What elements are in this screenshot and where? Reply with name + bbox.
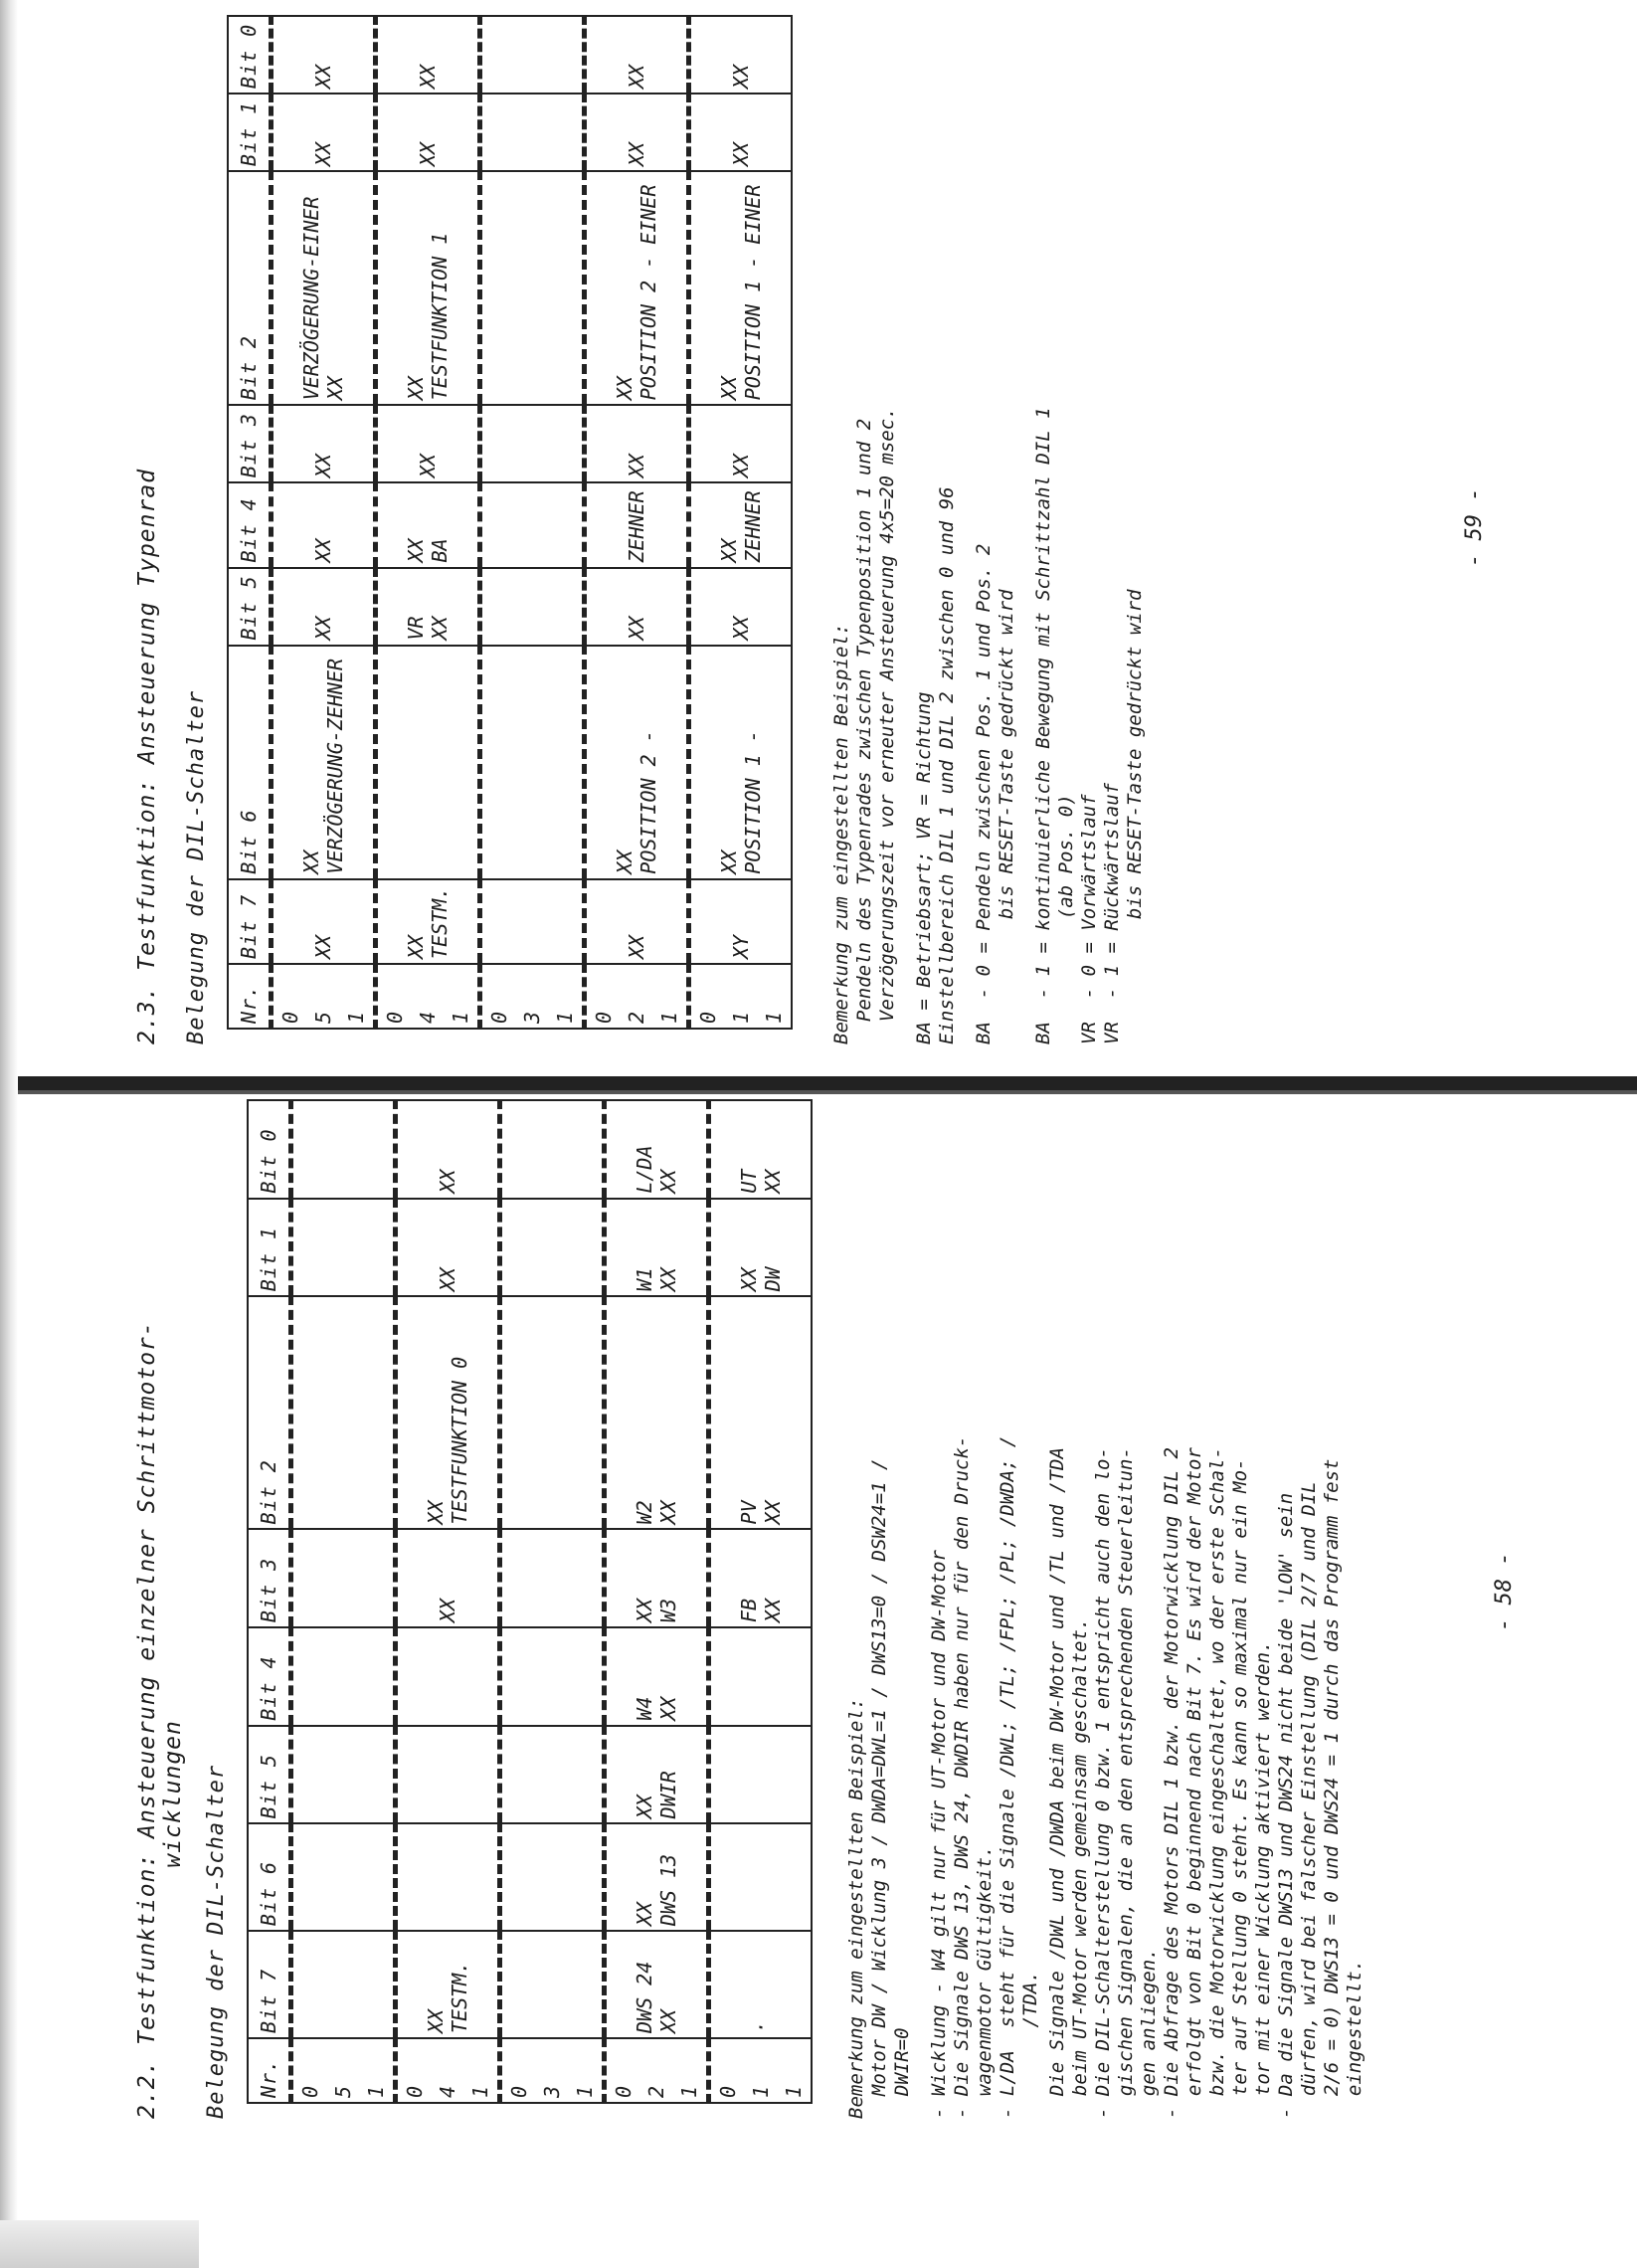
table-cell: XX: [396, 1529, 500, 1627]
table-cell: [480, 94, 585, 171]
table-cell: ZEHNER: [585, 482, 689, 567]
table-cell: VR XX: [376, 568, 480, 646]
table-cell: [480, 171, 585, 405]
table-cell: XX: [689, 16, 793, 94]
table-cell: [396, 1726, 500, 1824]
section-title: 2.3. Testfunktion: Ansteuerung Typenrad: [134, 468, 160, 1044]
table-cell: XX POSITION 2 - EINER: [585, 171, 689, 405]
table-cell: XX ZEHNER: [689, 482, 793, 567]
table-cell: W4 XX: [605, 1627, 709, 1726]
table-cell: XX DWIR: [605, 1726, 709, 1824]
table-cell: [291, 1296, 396, 1529]
table-cell: [500, 1627, 605, 1726]
table-row: [585, 16, 689, 1029]
table-row: [689, 16, 793, 1029]
column-header: Bit 4: [228, 482, 272, 567]
table-cell: L/DA XX: [605, 1100, 709, 1199]
column-header: Bit 6: [248, 1823, 291, 1931]
table-cell: XX: [272, 568, 376, 646]
table-row: [500, 1100, 605, 2103]
table-cell: XX VERZÖGERUNG-ZEHNER: [272, 646, 376, 879]
table-cell: [480, 16, 585, 94]
table-cell: [500, 1100, 605, 1199]
table-cell: XX DWS 13: [605, 1823, 709, 1931]
table-cell: XX: [396, 1199, 500, 1297]
table-cell: ·: [709, 1931, 813, 2038]
table-cell: [500, 1529, 605, 1627]
row-number: 0 2 1: [605, 2038, 709, 2103]
table-cell: XX BA: [376, 482, 480, 567]
note-paragraph: Bemerkung zum eingestellten Beispiel: Pendeln des Typenrades zwischen Typenposition 1 und 2 Verzögerungszeit vor erneuter Ansteuerung 4x5=20 msec.: [830, 407, 898, 1044]
table-cell: XX TESTFUNKTION 0: [396, 1296, 500, 1529]
column-header: Bit 1: [248, 1199, 291, 1297]
table-cell: [291, 1199, 396, 1297]
table-cell: XX: [376, 94, 480, 171]
table-cell: [709, 1627, 813, 1726]
column-header: Bit 5: [228, 568, 272, 646]
table-cell: [500, 1931, 605, 2038]
table-cell: XX: [272, 94, 376, 171]
dil-switch-table: [227, 15, 793, 1030]
table-cell: XX W3: [605, 1529, 709, 1627]
table-cell: XX: [689, 94, 793, 171]
table-cell: [396, 1627, 500, 1726]
row-number: 0 1 1: [689, 964, 793, 1029]
table-cell: [291, 1726, 396, 1824]
table-cell: [480, 879, 585, 964]
notes-block: [845, 1114, 1370, 2119]
table-cell: [376, 646, 480, 879]
table-cell: DWS 24 XX: [605, 1931, 709, 2038]
table-cell: [709, 1823, 813, 1931]
note-paragraph: BA - 1 = kontinuierliche Bewegung mit Schrittzahl DIL 1 (ab Pos. 0) VR - 0 = Vorwärtslauf VR - 1 = Rückwärtslauf bis RESET-Taste gedrückt wird: [1032, 407, 1146, 1044]
table-cell: XX TESTM.: [376, 879, 480, 964]
section-title: 2.2. Testfunktion: Ansteuerung einzelner Schrittmotor- wicklungen: [134, 1321, 186, 2119]
page-number: - 58 -: [1492, 1552, 1517, 1631]
table-cell: [480, 568, 585, 646]
table-cell: XX: [272, 405, 376, 482]
section-subtitle: Belegung der DIL-Schalter: [184, 689, 209, 1044]
section-subtitle: Belegung der DIL-Schalter: [204, 1764, 229, 2119]
table-cell: [291, 1529, 396, 1627]
table-cell: XX TESTM.: [396, 1931, 500, 2038]
table-cell: XX: [585, 405, 689, 482]
column-header: Bit 0: [248, 1100, 291, 1199]
table-cell: XX: [396, 1100, 500, 1199]
table-cell: XX: [585, 94, 689, 171]
row-number: 0 5 1: [291, 2038, 396, 2103]
column-header: Bit 7: [228, 879, 272, 964]
table-cell: XX: [585, 568, 689, 646]
table-cell: UT XX: [709, 1100, 813, 1199]
table-cell: XX: [272, 16, 376, 94]
table-cell: [500, 1823, 605, 1931]
table-cell: XX: [689, 568, 793, 646]
dil-switch-table: [247, 1099, 813, 2104]
note-paragraph: Bemerkung zum eingestellten Beispiel: Motor DW / Wicklung 3 / DWDA=DWL=1 / DWS13=0 / DSW24=1 / DWIR=0: [845, 1458, 913, 2119]
column-header: Bit 7: [248, 1931, 291, 2038]
page-58: [0, 1094, 1637, 2268]
column-header: Bit 5: [248, 1726, 291, 1824]
table-cell: XX POSITION 1 -: [689, 646, 793, 879]
table-row: [376, 16, 480, 1029]
row-number: 0 1 1: [709, 2038, 813, 2103]
table-row: [291, 1100, 396, 2103]
column-header: Nr.: [228, 964, 272, 1029]
column-header: Bit 3: [248, 1529, 291, 1627]
column-header: Bit 1: [228, 94, 272, 171]
table-cell: XX: [376, 16, 480, 94]
page-59: [0, 0, 1637, 1074]
column-header: Bit 6: [228, 646, 272, 879]
column-header: Bit 0: [228, 16, 272, 94]
column-header: Bit 2: [228, 171, 272, 405]
table-header-row: [228, 16, 272, 1029]
row-number: 0 5 1: [272, 964, 376, 1029]
table-cell: XY: [689, 879, 793, 964]
page-number: - 59 -: [1462, 487, 1487, 567]
table-cell: XX POSITION 1 - EINER: [689, 171, 793, 405]
row-number: 0 3 1: [500, 2038, 605, 2103]
table-cell: [291, 1100, 396, 1199]
table-cell: [480, 646, 585, 879]
column-header: Bit 4: [248, 1627, 291, 1726]
row-number: 0 3 1: [480, 964, 585, 1029]
table-row: [480, 16, 585, 1029]
note-paragraph: - Wicklung - W4 gilt nur für UT-Motor und DW-Motor - Die Signale DWS 13, DWS 24, DWDIR haben nur für den Druck- wagenmotor Gültigkeit. - L/DA steht für die Signale /DWL; /TL; /FPL; /PL; /DWDA; / /TDA.: [928, 1435, 1041, 2119]
table-cell: [500, 1199, 605, 1297]
table-cell: XX POSITION 2 -: [585, 646, 689, 879]
table-row: [709, 1100, 813, 2103]
table-cell: XX: [585, 879, 689, 964]
table-cell: XX TESTFUNKTION 1: [376, 171, 480, 405]
table-header-row: [248, 1100, 291, 2103]
table-cell: XX: [272, 879, 376, 964]
table-cell: PV XX: [709, 1296, 813, 1529]
row-number: 0 4 1: [396, 2038, 500, 2103]
table-cell: XX: [376, 405, 480, 482]
row-number: 0 4 1: [376, 964, 480, 1029]
table-row: [396, 1100, 500, 2103]
table-cell: [291, 1823, 396, 1931]
table-cell: XX: [689, 405, 793, 482]
row-number: 0 2 1: [585, 964, 689, 1029]
note-paragraph: BA = Betriebsart; VR = Richtung Einstellbereich DIL 1 und DIL 2 zwischen 0 und 96: [913, 486, 958, 1044]
note-paragraph: Die Signale /DWL und /DWDA beim DW-Motor und /TL und /TDA beim UT-Motor werden gemeinsam geschaltet. - Die DIL-Schalterstellung 0 bzw. 1 entspricht auch den lo- gischen Signalen, die an den entsprechenden Steuerleitun- gen anliegen. - Die Abfrage des Motors DIL 1 bzw. der Motorwicklung DIL 2 erfolgt von Bit 0 beginnend nach Bit 7. Es wird der Motor bzw. die Motorwicklung eingeschaltet, wo der erste Schal- ter auf Stellung 0 steht. Es kann so maximal nur ein Mo- tor mit einer Wicklung aktiviert werden. - Da die Signale DWS13 und DWS24 nicht beide 'LOW' sein dürfen, wird bei falscher Einstellung (DIL 2/7 und DIL 2/6 = 0) DWS13 = 0 und DWS24 = 1 durch das Programm fest eingestellt.: [1046, 1447, 1365, 2119]
note-paragraph: BA - 0 = Pendeln zwischen Pos. 1 und Pos. 2 bis RESET-Taste gedrückt wird: [973, 543, 1017, 1044]
table-row: [605, 1100, 709, 2103]
table-cell: VERZÖGERUNG-EINER XX: [272, 171, 376, 405]
table-cell: [396, 1823, 500, 1931]
table-cell: [480, 482, 585, 567]
table-cell: [291, 1627, 396, 1726]
table-cell: XX DW: [709, 1199, 813, 1297]
column-header: Nr.: [248, 2038, 291, 2103]
table-cell: XX: [272, 482, 376, 567]
table-cell: [500, 1726, 605, 1824]
table-cell: [500, 1296, 605, 1529]
column-header: Bit 2: [248, 1296, 291, 1529]
table-cell: [709, 1726, 813, 1824]
table-cell: W2 XX: [605, 1296, 709, 1529]
table-cell: [480, 405, 585, 482]
table-cell: XX: [585, 16, 689, 94]
column-header: Bit 3: [228, 405, 272, 482]
table-cell: W1 XX: [605, 1199, 709, 1297]
table-cell: [291, 1931, 396, 2038]
notes-block: [830, 20, 1161, 1044]
table-cell: FB XX: [709, 1529, 813, 1627]
table-row: [272, 16, 376, 1029]
